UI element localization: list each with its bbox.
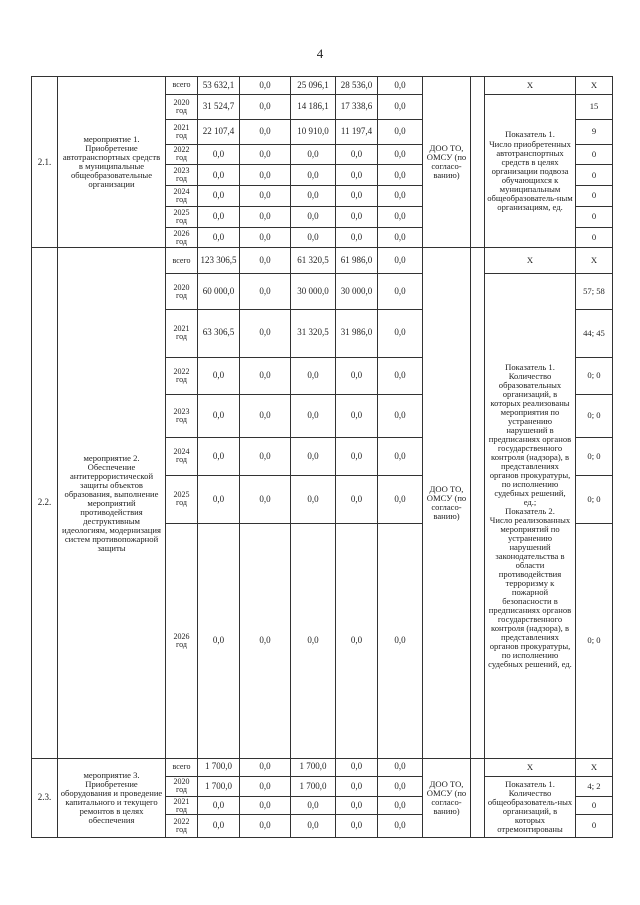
federal-budget-amount: 0,0: [240, 476, 291, 524]
total-amount: 1 700,0: [198, 758, 240, 776]
total-amount: 0,0: [198, 437, 240, 475]
regional-budget-amount: 0,0: [291, 186, 336, 207]
local-budget-amount: 0,0: [336, 165, 378, 186]
indicator-value: 0: [576, 814, 613, 837]
other-sources-amount: 0,0: [378, 437, 423, 475]
period-label: 2024 год: [166, 437, 198, 475]
other-sources-amount: 0,0: [378, 523, 423, 758]
table-row: [32, 758, 613, 776]
spacer-column: [471, 248, 485, 758]
federal-budget-amount: 0,0: [240, 165, 291, 186]
federal-budget-amount: 0,0: [240, 119, 291, 144]
indicator-name-header: Х: [485, 758, 576, 776]
other-sources-amount: 0,0: [378, 186, 423, 207]
row-number: 2.1.: [32, 77, 58, 248]
other-sources-amount: 0,0: [378, 476, 423, 524]
measure-name: мероприятие 2. Обеспечение антитеррористической защиты объектов образования, выполнение мероприятий противодействия деструктивным идеологиям, модернизация систем противопожарной защиты: [58, 248, 166, 758]
federal-budget-amount: 0,0: [240, 814, 291, 837]
measure-name: мероприятие 3. Приобретение оборудования и проведение капитального и текущего ремонтов в целях обеспечения: [58, 758, 166, 837]
federal-budget-amount: 0,0: [240, 395, 291, 438]
local-budget-amount: 11 197,4: [336, 119, 378, 144]
federal-budget-amount: 0,0: [240, 357, 291, 394]
total-amount: 53 632,1: [198, 77, 240, 95]
local-budget-amount: 0,0: [336, 437, 378, 475]
total-amount: 123 306,5: [198, 248, 240, 274]
other-sources-amount: 0,0: [378, 77, 423, 95]
period-label: всего: [166, 248, 198, 274]
regional-budget-amount: 0,0: [291, 206, 336, 227]
period-label: 2021 год: [166, 119, 198, 144]
regional-budget-amount: 0,0: [291, 523, 336, 758]
indicator-value: 0; 0: [576, 476, 613, 524]
executor: ДОО ТО, ОМСУ (по согласо-ванию): [423, 77, 471, 248]
other-sources-amount: 0,0: [378, 357, 423, 394]
total-amount: 0,0: [198, 395, 240, 438]
other-sources-amount: 0,0: [378, 119, 423, 144]
local-budget-amount: 0,0: [336, 357, 378, 394]
federal-budget-amount: 0,0: [240, 797, 291, 815]
federal-budget-amount: 0,0: [240, 776, 291, 797]
other-sources-amount: 0,0: [378, 248, 423, 274]
total-amount: 0,0: [198, 797, 240, 815]
federal-budget-amount: 0,0: [240, 77, 291, 95]
row-number: 2.3.: [32, 758, 58, 837]
period-label: 2021 год: [166, 797, 198, 815]
period-label: 2020 год: [166, 776, 198, 797]
period-label: 2024 год: [166, 186, 198, 207]
period-label: 2020 год: [166, 274, 198, 309]
other-sources-amount: 0,0: [378, 309, 423, 357]
local-budget-amount: 0,0: [336, 395, 378, 438]
regional-budget-amount: 31 320,5: [291, 309, 336, 357]
federal-budget-amount: 0,0: [240, 758, 291, 776]
regional-budget-amount: 1 700,0: [291, 758, 336, 776]
federal-budget-amount: 0,0: [240, 274, 291, 309]
indicator-value: 0: [576, 144, 613, 165]
regional-budget-amount: 30 000,0: [291, 274, 336, 309]
federal-budget-amount: 0,0: [240, 437, 291, 475]
table-row: [32, 248, 613, 274]
other-sources-amount: 0,0: [378, 758, 423, 776]
period-label: 2022 год: [166, 144, 198, 165]
period-label: 2023 год: [166, 165, 198, 186]
indicator-description: Показатель 1. Количество образовательных организаций, в которых реализованы мероприятия по устранению нарушений в предписаниях органов государственного контроля (надзора), в представлениях органов прокуратуры, по исполнению судебных решений, ед.; Показатель 2. Число реализованных мероприятий по устранению нарушений законодательства в области противодействия терроризму к пожарной безопасности в предписаниях органов государственного контроля (надзора), в представлениях органов прокуратуры, по исполнению судебных решений, ед.: [485, 274, 576, 758]
row-number: 2.2.: [32, 248, 58, 758]
other-sources-amount: 0,0: [378, 274, 423, 309]
local-budget-amount: 0,0: [336, 797, 378, 815]
federal-budget-amount: 0,0: [240, 227, 291, 248]
indicator-value: 57; 58: [576, 274, 613, 309]
period-label: 2022 год: [166, 357, 198, 394]
indicator-description: Показатель 1. Число приобретенных автотранспортных средств в целях организации подвоза обучающихся к муниципальным общеобразователь-ным организациям, ед.: [485, 94, 576, 248]
other-sources-amount: 0,0: [378, 814, 423, 837]
regional-budget-amount: 1 700,0: [291, 776, 336, 797]
regional-budget-amount: 14 186,1: [291, 94, 336, 119]
other-sources-amount: 0,0: [378, 797, 423, 815]
local-budget-amount: 0,0: [336, 523, 378, 758]
total-amount: 0,0: [198, 144, 240, 165]
period-label: 2025 год: [166, 476, 198, 524]
indicator-value: 4; 2: [576, 776, 613, 797]
other-sources-amount: 0,0: [378, 144, 423, 165]
regional-budget-amount: 0,0: [291, 227, 336, 248]
federal-budget-amount: 0,0: [240, 248, 291, 274]
other-sources-amount: 0,0: [378, 776, 423, 797]
program-measures-table: [31, 76, 613, 838]
period-label: 2023 год: [166, 395, 198, 438]
total-amount: 0,0: [198, 523, 240, 758]
local-budget-amount: 30 000,0: [336, 274, 378, 309]
page-number: 4: [316, 46, 324, 61]
period-label: 2021 год: [166, 309, 198, 357]
total-amount: 0,0: [198, 186, 240, 207]
total-amount: 0,0: [198, 814, 240, 837]
regional-budget-amount: 10 910,0: [291, 119, 336, 144]
local-budget-amount: 0,0: [336, 144, 378, 165]
local-budget-amount: 17 338,6: [336, 94, 378, 119]
spacer-column: [471, 77, 485, 248]
local-budget-amount: 0,0: [336, 227, 378, 248]
other-sources-amount: 0,0: [378, 206, 423, 227]
total-amount: 1 700,0: [198, 776, 240, 797]
regional-budget-amount: 0,0: [291, 437, 336, 475]
federal-budget-amount: 0,0: [240, 206, 291, 227]
period-label: 2022 год: [166, 814, 198, 837]
local-budget-amount: 0,0: [336, 186, 378, 207]
indicator-value: 0: [576, 227, 613, 248]
local-budget-amount: 0,0: [336, 758, 378, 776]
total-amount: 60 000,0: [198, 274, 240, 309]
indicator-value: 0; 0: [576, 357, 613, 394]
local-budget-amount: 31 986,0: [336, 309, 378, 357]
indicator-value: Х: [576, 77, 613, 95]
federal-budget-amount: 0,0: [240, 309, 291, 357]
indicator-value: 15: [576, 94, 613, 119]
spacer-column: [471, 758, 485, 837]
period-label: 2020 год: [166, 94, 198, 119]
regional-budget-amount: 61 320,5: [291, 248, 336, 274]
federal-budget-amount: 0,0: [240, 186, 291, 207]
regional-budget-amount: 0,0: [291, 165, 336, 186]
total-amount: 63 306,5: [198, 309, 240, 357]
regional-budget-amount: 0,0: [291, 144, 336, 165]
other-sources-amount: 0,0: [378, 165, 423, 186]
federal-budget-amount: 0,0: [240, 144, 291, 165]
indicator-value: Х: [576, 248, 613, 274]
period-label: всего: [166, 758, 198, 776]
indicator-value: 0: [576, 206, 613, 227]
total-amount: 0,0: [198, 206, 240, 227]
indicator-value: 0; 0: [576, 437, 613, 475]
indicator-name-header: Х: [485, 248, 576, 274]
other-sources-amount: 0,0: [378, 94, 423, 119]
indicator-value: 0; 0: [576, 523, 613, 758]
local-budget-amount: 0,0: [336, 206, 378, 227]
indicator-value: 44; 45: [576, 309, 613, 357]
period-label: 2026 год: [166, 523, 198, 758]
local-budget-amount: 61 986,0: [336, 248, 378, 274]
indicator-value: 0: [576, 186, 613, 207]
local-budget-amount: 0,0: [336, 776, 378, 797]
regional-budget-amount: 0,0: [291, 476, 336, 524]
local-budget-amount: 0,0: [336, 476, 378, 524]
local-budget-amount: 28 536,0: [336, 77, 378, 95]
indicator-value: 0: [576, 165, 613, 186]
executor: ДОО ТО, ОМСУ (по согласо-ванию): [423, 758, 471, 837]
local-budget-amount: 0,0: [336, 814, 378, 837]
period-label: всего: [166, 77, 198, 95]
period-label: 2025 год: [166, 206, 198, 227]
total-amount: 0,0: [198, 227, 240, 248]
indicator-value: Х: [576, 758, 613, 776]
period-label: 2026 год: [166, 227, 198, 248]
table-row: [32, 77, 613, 95]
total-amount: 31 524,7: [198, 94, 240, 119]
regional-budget-amount: 25 096,1: [291, 77, 336, 95]
other-sources-amount: 0,0: [378, 227, 423, 248]
indicator-name-header: Х: [485, 77, 576, 95]
regional-budget-amount: 0,0: [291, 395, 336, 438]
total-amount: 0,0: [198, 476, 240, 524]
total-amount: 0,0: [198, 357, 240, 394]
total-amount: 0,0: [198, 165, 240, 186]
indicator-value: 0; 0: [576, 395, 613, 438]
federal-budget-amount: 0,0: [240, 94, 291, 119]
indicator-value: 9: [576, 119, 613, 144]
indicator-value: 0: [576, 797, 613, 815]
executor: ДОО ТО, ОМСУ (по согласо-ванию): [423, 248, 471, 758]
indicator-description: Показатель 1. Количество общеобразователь-ных организаций, в которых отремонтированы: [485, 776, 576, 837]
other-sources-amount: 0,0: [378, 395, 423, 438]
regional-budget-amount: 0,0: [291, 814, 336, 837]
total-amount: 22 107,4: [198, 119, 240, 144]
regional-budget-amount: 0,0: [291, 357, 336, 394]
measure-name: мероприятие 1. Приобретение автотранспортных средств в муниципальные общеобразовательные организации: [58, 77, 166, 248]
regional-budget-amount: 0,0: [291, 797, 336, 815]
federal-budget-amount: 0,0: [240, 523, 291, 758]
